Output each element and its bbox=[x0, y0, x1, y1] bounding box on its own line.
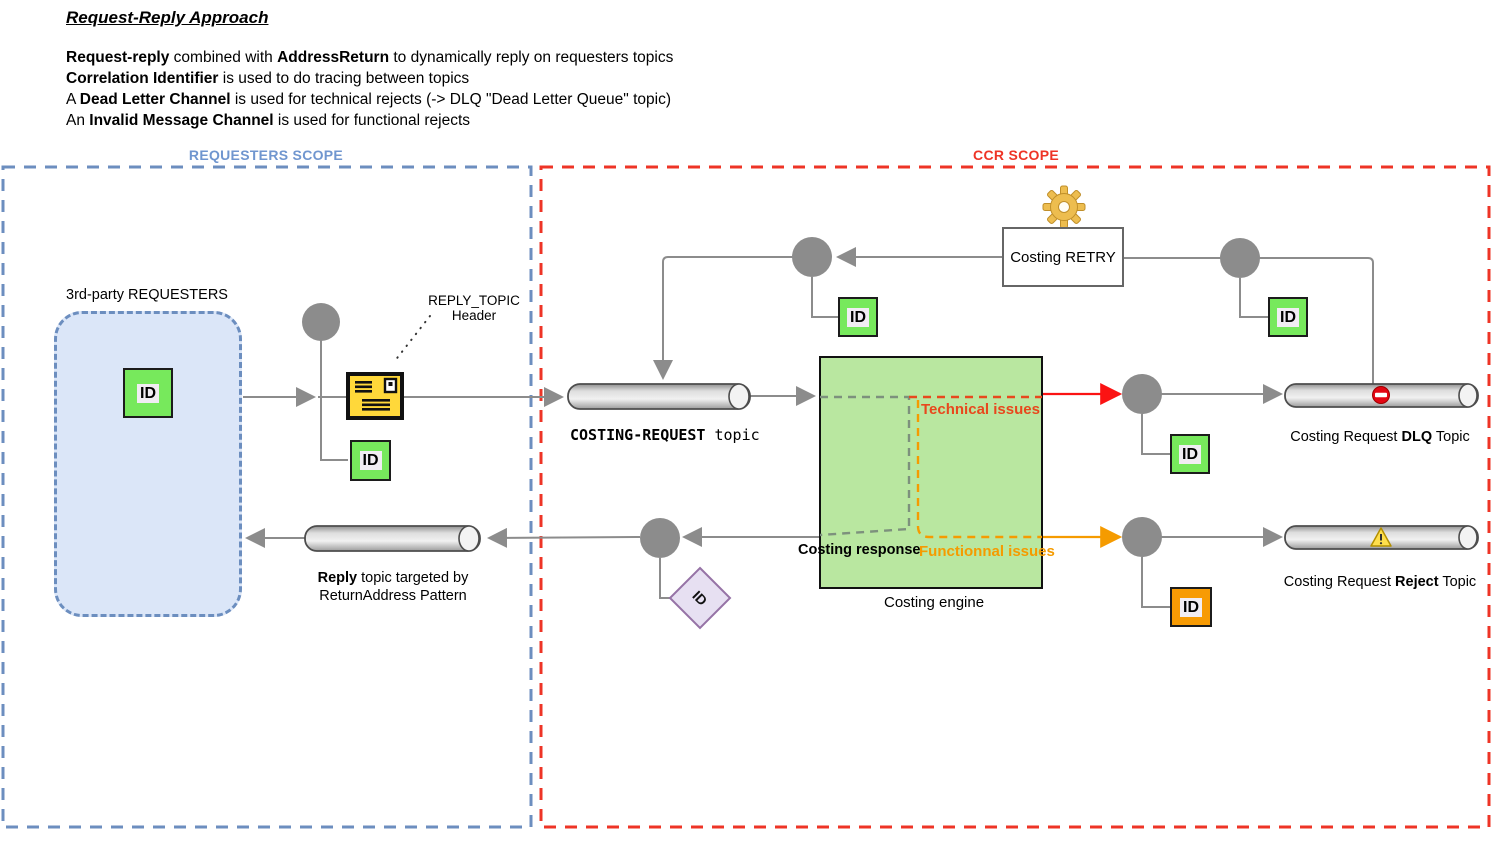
costing-engine-label: Costing engine bbox=[884, 594, 985, 611]
reply-topic-header-note: REPLY_TOPIC Header bbox=[428, 293, 520, 323]
intro-paragraph bbox=[66, 47, 673, 131]
id-badge-dlq: ID bbox=[1170, 434, 1210, 474]
correlation-id-diamond bbox=[670, 568, 730, 628]
costing-response-label: Costing response bbox=[798, 542, 921, 558]
dlq-topic-label: Costing Request DLQ Topic bbox=[1290, 429, 1470, 445]
diamond-id-label: ID bbox=[689, 587, 711, 609]
reject-topic-label: Costing Request Reject Topic bbox=[1283, 574, 1477, 590]
reply-pipe bbox=[305, 526, 480, 551]
no-entry-icon bbox=[1373, 387, 1390, 404]
reject-pipe bbox=[1285, 526, 1478, 549]
intro-line-1: Request-reply combined with AddressReturn to dynamically reply on requesters topics bbox=[66, 49, 674, 66]
costing-request-pipe bbox=[568, 384, 750, 409]
third-party-requesters-label: 3rd-party REQUESTERS bbox=[66, 287, 228, 303]
requesters-scope-border bbox=[3, 167, 531, 827]
functional-issues-label: Functionnal issues bbox=[919, 543, 1055, 560]
gear-icon bbox=[1043, 186, 1085, 228]
message-envelope-icon bbox=[348, 374, 402, 418]
id-badge-reject: ID bbox=[1170, 587, 1212, 627]
reply-topic-label: Reply topic targeted by ReturnAddress Pattern bbox=[317, 570, 469, 604]
id-badge-retry-left: ID bbox=[838, 297, 878, 337]
intro-line-3: A Dead Letter Channel is used for technical rejects (-> DLQ "Dead Letter Queue" topic) bbox=[66, 91, 672, 108]
intro-line-4: An Invalid Message Channel is used for functional rejects bbox=[66, 112, 471, 129]
id-badge-retry-right: ID bbox=[1268, 297, 1308, 337]
id-badge-requester: ID bbox=[123, 368, 173, 418]
intro-line-2: Correlation Identifier is used to do tracing between topics bbox=[66, 70, 470, 87]
page-title: Request-Reply Approach bbox=[66, 8, 269, 27]
costing-retry-label: Costing RETRY bbox=[1010, 248, 1116, 266]
dlq-pipe bbox=[1285, 384, 1478, 407]
technical-issues-label: Technical issues bbox=[921, 401, 1040, 418]
id-badge-request-junction: ID bbox=[350, 440, 391, 481]
requesters-scope-label: REQUESTERS SCOPE bbox=[188, 147, 344, 163]
ccr-scope-label: CCR SCOPE bbox=[973, 147, 1059, 163]
costing-request-topic-label: COSTING-REQUEST topic bbox=[570, 426, 760, 444]
costing-retry-box bbox=[1002, 227, 1124, 287]
